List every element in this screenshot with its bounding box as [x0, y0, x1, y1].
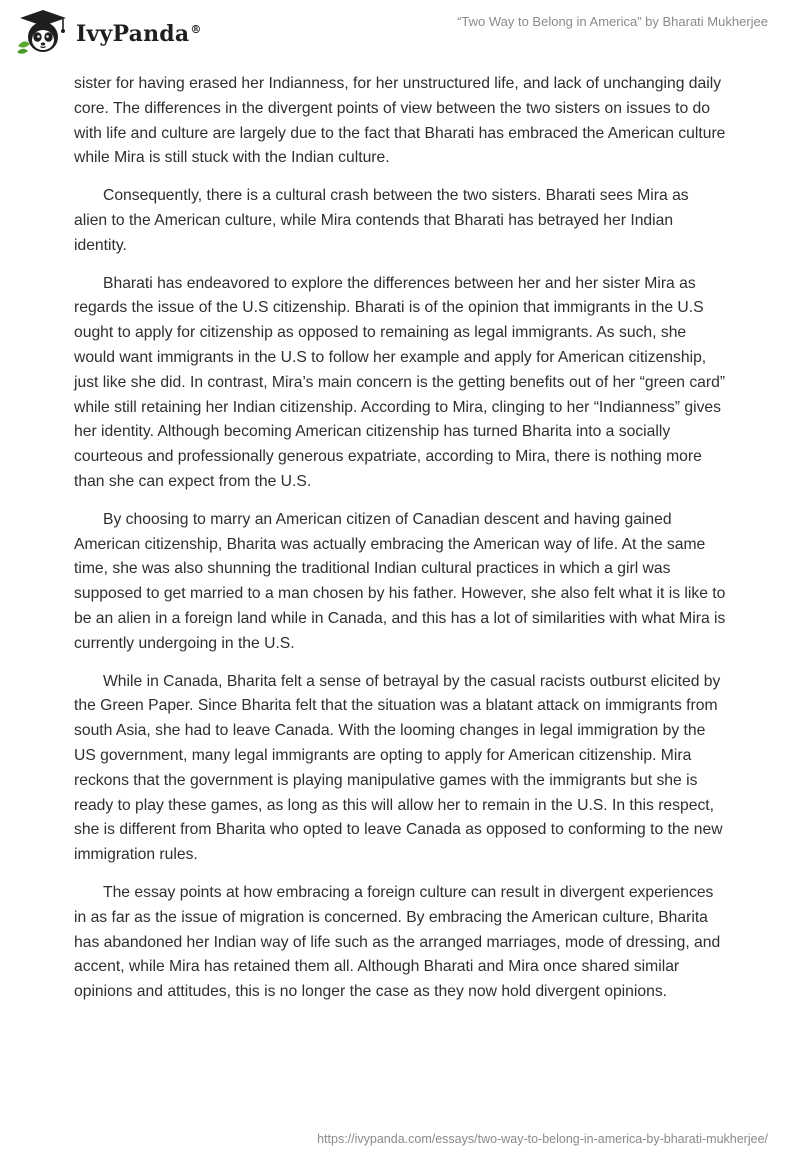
paragraph: Bharati has endeavored to explore the differences between her and her sister Mira as regards the issue of the U.S citizenship. Bharati is of the opinion that immigrants in the U.S ought to apply for citizenship as opposed to remaining as legal immigrants. As such, she would want immigrants in the U.S to follow her example and apply for American citizenship, just like she did. In contrast, Mira’s main concern is the getting benefits out of her “green card” while still retaining her Indian citizenship. According to Mira, clinging to her “Indianness” gives her identity. Although becoming American citizenship has turned Bharita into a socially courteous and professionally generous expatriate, according to Mira, there is nothing more than she can expect from the U.S.: [74, 274, 726, 490]
paragraph: While in Canada, Bharita felt a sense of betrayal by the casual racists outburst elicited by the Green Paper. Since Bharita felt that the situation was a blatant attack on immigrants from south Asia, she had to leave Canada. With the looming changes in legal immigration by the US government, many legal immigrants are opting to apply for American citizenship. Mira reckons that the government is playing manipulative games with the immigrants but she is ready to play these games, as long as this will allow her to remain in the U.S. In this respect, she is different from Bharita who opted to leave Canada as opposed to conforming to the new immigration rules.: [74, 672, 723, 864]
page-header: [0, 0, 800, 64]
ivypanda-logo[interactable]: [14, 8, 202, 56]
essay-body: [74, 72, 726, 1018]
panda-graduate-icon: [14, 8, 72, 56]
paragraph: The essay points at how embracing a foreign culture can result in divergent experiences in as far as the issue of migration is concerned. By embracing the American culture, Bharita has abandoned her Indian way of life such as the arranged marriages, mode of dressing, and accent, while Mira has retained them all. Although Bharati and Mira once shared similar opinions and attitudes, this is no longer the case as they now hold divergent opinions.: [74, 883, 721, 1001]
source-url[interactable]: https://ivypanda.com/essays/two-way-to-belong-in-america-by-bharati-mukherjee/: [317, 1132, 768, 1146]
document-title: “Two Way to Belong in America” by Bharati Mukherjee: [457, 14, 768, 29]
logo-wordmark: IvyPanda®: [76, 21, 202, 47]
paragraph: By choosing to marry an American citizen of Canadian descent and having gained American citizenship, Bharita was actually embracing the American way of life. At the same time, she was also shunning the traditional Indian cultural practices in which a girl was supposed to get married to a man chosen by his father. However, she also felt what it is like to be an alien in a foreign land while in Canada, and this has a lot of similarities with what Mira is currently undergoing in the U.S.: [74, 510, 726, 652]
paragraph: sister for having erased her Indianness, for her unstructured life, and lack of unchanging daily core. The differences in the divergent points of view between the two sisters on issues to do with life and culture are largely due to the fact that Bharati has embraced the American culture while Mira is still stuck with the Indian culture.: [74, 75, 726, 167]
paragraph: Consequently, there is a cultural crash between the two sisters. Bharati sees Mira as alien to the American culture, while Mira contends that Bharati has betrayed her Indian identity.: [74, 187, 689, 254]
